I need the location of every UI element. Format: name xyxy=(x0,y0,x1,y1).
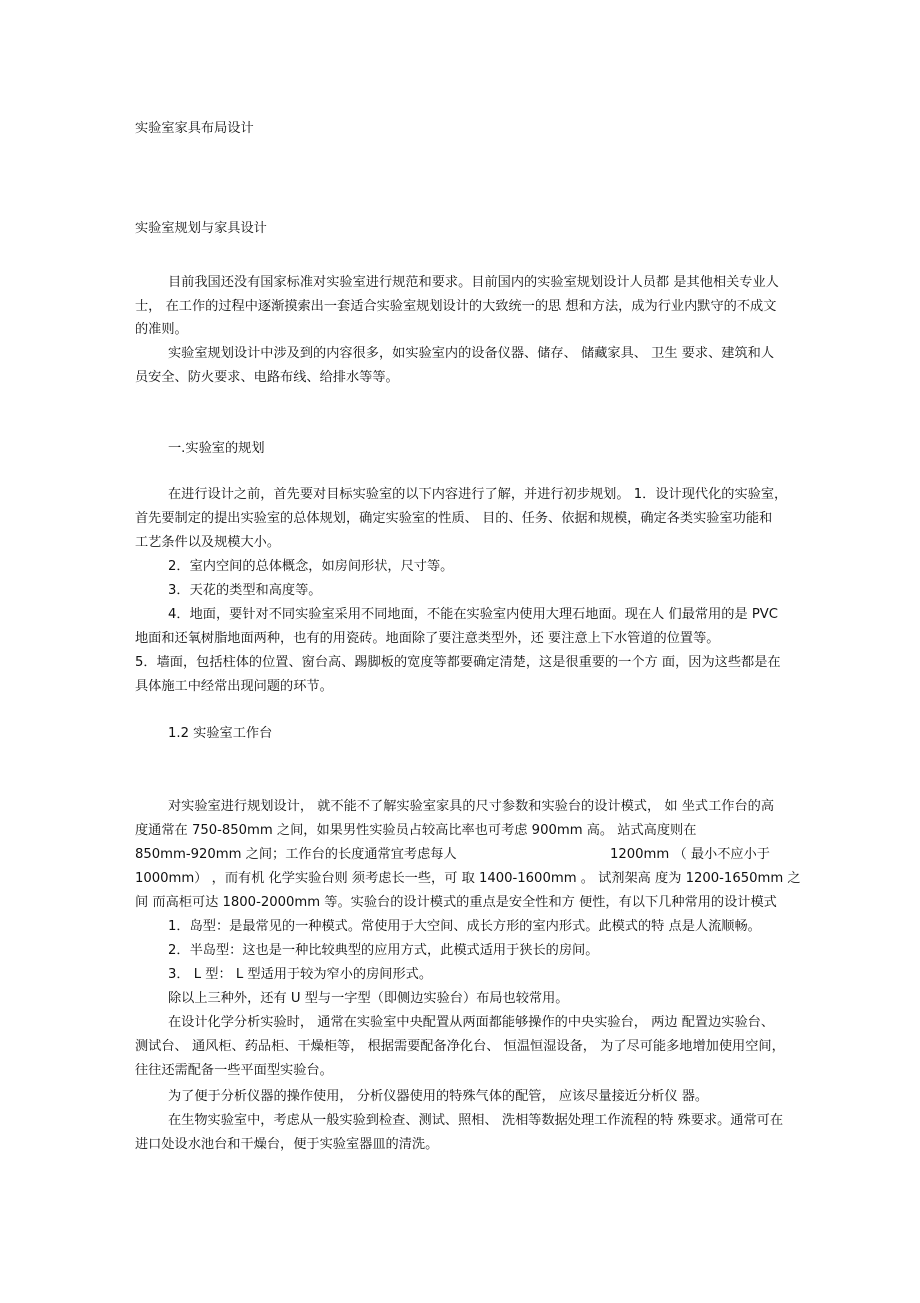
document-title: 实验室家具布局设计 xyxy=(135,121,254,136)
chem-lab-line: 测试台、 通风柜、药品柜、干燥柜等， 根据需要配备净化台、 恒温恒湿设备， 为了尽可能多地增加使用空间， xyxy=(135,1039,785,1054)
section2-p1-line: 850mm-920mm 之间；工作台的长度通常宜考虑每人 xyxy=(135,847,457,862)
design-mode-other: 除以上三种外，还有 U 型与一字型（即侧边实验台）布局也较常用。 xyxy=(168,991,569,1006)
section1-p1-line: 首先要制定的提出实验室的总体规划，确定实验室的性质、 目的、任务、依据和规模，确定各类实验室功能和 xyxy=(135,511,773,526)
section1-item-4-line: 4．地面，要针对不同实验室采用不同地面，不能在实验室内使用大理石地面。现在人 们最常用的是 PVC xyxy=(168,607,779,622)
design-mode-1: 1．岛型：是最常见的一种模式。常使用于大空间、成长方形的室内形式。此模式的特 点是人流顺畅。 xyxy=(168,919,761,934)
section2-p1-line: 1000mm） ，而有机 化学实验台则 须考虑长一些，可 取 1400-1600mm 。 试剂架高 度为 1200-1650mm 之 xyxy=(135,871,801,886)
chem-lab-line: 往往还需配备一些平面型实验台。 xyxy=(135,1063,333,1078)
section2-heading: 1.2 实验室工作台 xyxy=(168,726,273,741)
intro-p2-line: 员安全、防火要求、电路布线、给排水等等。 xyxy=(135,370,399,385)
intro-p1-line: 士， 在工作的过程中逐渐摸索出一套适合实验室规划设计的大致统一的思 想和方法，成为行业内默守的不成文 xyxy=(135,299,777,314)
intro-p1-line: 目前我国还没有国家标准对实验室进行规范和要求。目前国内的实验室规划设计人员都 是其他相关专业人 xyxy=(168,275,779,290)
section2-p1-line: 1200mm （ 最小不应小于 xyxy=(610,847,770,862)
design-mode-3: 3． L 型： L 型适用于较为窄小的房间形式。 xyxy=(168,967,433,982)
chem-lab-line: 在设计化学分析实验时， 通常在实验室中央配置从两面都能够操作的中央实验台， 两边 配置边实验台、 xyxy=(168,1015,775,1030)
section2-p1-line: 对实验室进行规划设计， 就不能不了解实验室家具的尺寸参数和实验台的设计模式， 如 坐式工作台的高 xyxy=(168,799,775,814)
intro-p1-line: 的准则。 xyxy=(135,322,188,337)
section2-p1-line: 度通常在 750-850mm 之间，如果男性实验员占较高比率也可考虑 900mm 高。 站式高度则在 xyxy=(135,823,697,838)
section1-item-5-line: 具体施工中经常出现问题的环节。 xyxy=(135,679,333,694)
section1-heading: 一.实验室的规划 xyxy=(168,441,265,456)
bio-lab-line: 在生物实验室中，考虑从一般实验到检查、测试、照相、 洗相等数据处理工作流程的特 殊要求。通常可在 xyxy=(168,1113,784,1128)
section1-item-5-line: 5．墙面，包括柱体的位置、窗台高、踢脚板的宽度等都要确定清楚，这是很重要的一个方 面，因为这些都是在 xyxy=(135,655,781,670)
section1-p1-line: 在进行设计之前，首先要对目标实验室的以下内容进行了解，并进行初步规划。 1．设计现代化的实验室， xyxy=(168,487,788,502)
intro-p2-line: 实验室规划设计中涉及到的内容很多，如实验室内的设备仪器、储存、 储藏家具、 卫生 要求、建筑和人 xyxy=(168,346,775,361)
section1-p1-line: 工艺条件以及规模大小。 xyxy=(135,535,281,550)
document-subtitle: 实验室规划与家具设计 xyxy=(135,221,267,236)
section1-item-2: 2．室内空间的总体概念，如房间形状，尺寸等。 xyxy=(168,559,454,574)
instrument-note: 为了便于分析仪器的操作使用， 分析仪器使用的特殊气体的配管， 应该尽量接近分析仪 器。 xyxy=(168,1089,709,1104)
section2-p1-line: 间 而高柜可达 1800-2000mm 等。实验台的设计模式的重点是安全性和方 便性，有以下几种常用的设计模式 xyxy=(135,895,777,910)
section1-item-4-line: 地面和还氧树脂地面两种，也有的用瓷砖。地面除了要注意类型外，还 要注意上下水管道的位置等。 xyxy=(135,631,720,646)
section1-item-3: 3．天花的类型和高度等。 xyxy=(168,583,322,598)
bio-lab-line: 进口处设水池台和干燥台，便于实验室器皿的清洗。 xyxy=(135,1137,439,1152)
design-mode-2: 2．半岛型：这也是一种比较典型的应用方式，此模式适用于狭长的房间。 xyxy=(168,943,599,958)
